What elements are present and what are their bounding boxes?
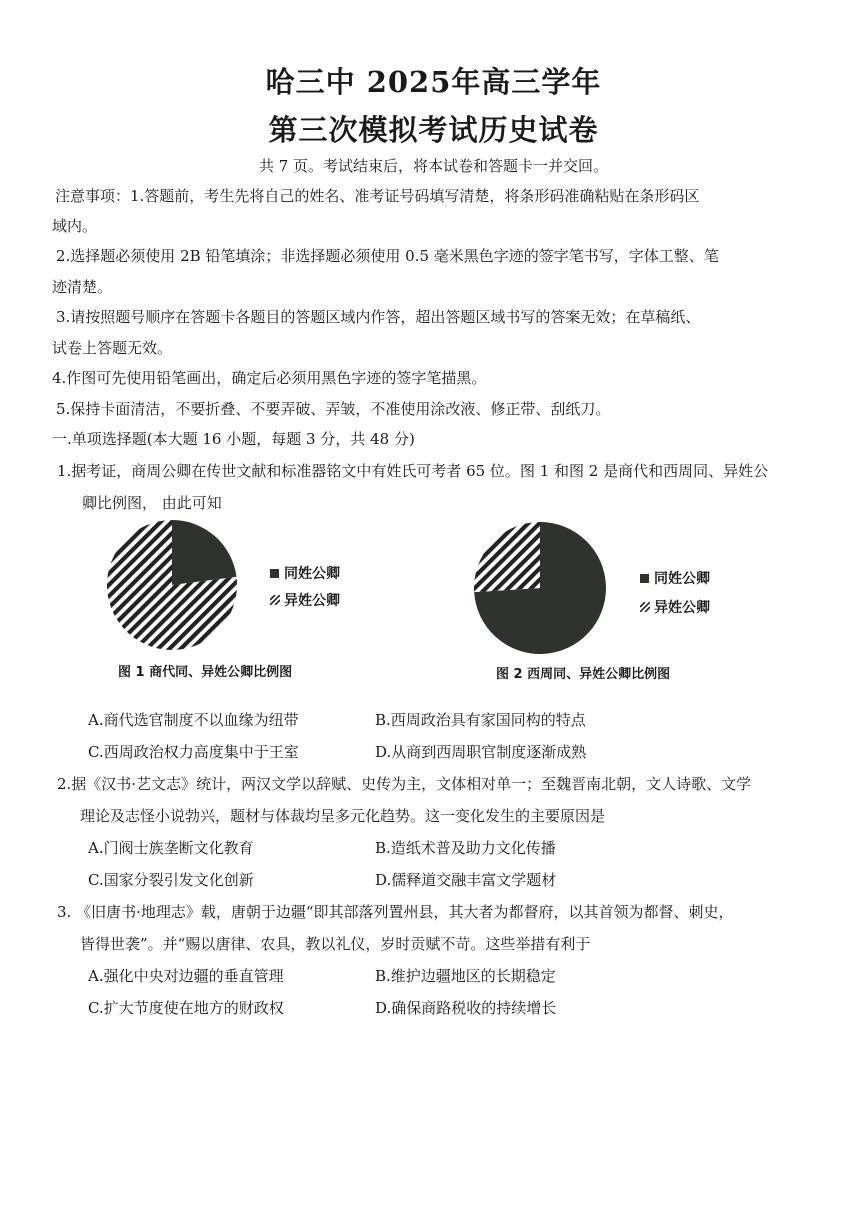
legend-swatch-solid: [270, 569, 279, 578]
q1-option-b: B.西周政治具有家国同构的特点: [375, 711, 586, 729]
q3-option-d: D.确保商路税收的持续增长: [375, 999, 557, 1017]
legend-swatch-hatched: [640, 602, 650, 612]
legend-item-same-surname: [640, 568, 710, 588]
q2-option-c: C.国家分裂引发文化创新: [88, 871, 254, 889]
note-line: 域内。: [52, 217, 98, 235]
q1-option-c: C.西周政治权力高度集中于王室: [88, 743, 299, 761]
q1-stem: 1.据考证，商周公卿在传世文献和标准器铭文中有姓氏可考者 65 位。图 1 和图 2 是商代和西周同、异姓公: [57, 462, 769, 480]
q1-stem: 卿比例图， 由此可知: [82, 494, 222, 512]
pie-slice-diff-surname: [474, 522, 540, 592]
chart-caption-2: 图 2 西周同、异姓公卿比例图: [496, 667, 671, 682]
q2-option-d: D.儒释道交融丰富文学题材: [375, 871, 557, 889]
q3-stem: 3. 《旧唐书·地理志》载，唐朝于边疆“即其部落列置州县，其大者为都督府，以其首领为都督、刺史，: [57, 903, 734, 921]
legend-swatch-hatched: [270, 595, 280, 605]
legend-item-diff-surname: [640, 597, 710, 617]
q2-option-b: B.造纸术普及助力文化传播: [375, 839, 556, 857]
q1-option-d: D.从商到西周职官制度逐渐成熟: [375, 743, 587, 761]
legend-label: 同姓公卿: [284, 566, 340, 582]
section-title: 一.单项选择题(本大题 16 小题，每题 3 分，共 48 分): [52, 430, 415, 448]
q3-option-b: B.维护边疆地区的长期稳定: [375, 967, 556, 985]
legend-label: 异姓公卿: [284, 593, 340, 609]
note-line: 试卷上答题无效。: [52, 339, 173, 357]
note-line: 2.选择题必须使用 2B 铅笔填涂；非选择题必须使用 0.5 毫米黑色字迹的签字笔书写，字体工整、笔: [56, 247, 719, 265]
pie-chart-shang: [105, 518, 239, 652]
q3-stem: 皆得世袭”。并“赐以唐律、农具，教以礼仪，岁时贡赋不苛。这些举措有利于: [80, 935, 591, 953]
q1-option-a: A.商代选官制度不以血缘为纽带: [88, 711, 299, 729]
note-line: 5.保持卡面清洁，不要折叠、不要弄破、弄皱，不准使用涂改液、修正带、刮纸刀。: [56, 400, 611, 418]
note-line: 迹清楚。: [52, 278, 113, 296]
legend-label: 同姓公卿: [654, 571, 710, 587]
q3-option-a: A.强化中央对边疆的垂直管理: [88, 967, 284, 985]
q2-stem: 理论及志怪小说勃兴，题材与体裁均呈多元化趋势。这一变化发生的主要原因是: [80, 807, 606, 825]
q3-option-c: C.扩大节度使在地方的财政权: [88, 999, 284, 1017]
note-line: 3.请按照题号顺序在答题卡各题目的答题区域内作答，超出答题区域书写的答案无效；在草稿纸、: [56, 308, 701, 326]
pie-chart-western-zhou: [472, 520, 608, 656]
pie-slice-same-surname: [172, 520, 236, 585]
legend-item-same-surname: [270, 563, 340, 583]
q2-option-a: A.门阀士族垄断文化教育: [88, 839, 254, 857]
note-line: 4.作图可先使用铅笔画出，确定后必须用黑色字迹的签字笔描黑。: [52, 369, 487, 387]
subtitle: 共 7 页。考试结束后，将本试卷和答题卡一并交回。: [258, 157, 609, 175]
legend-swatch-solid: [640, 574, 649, 583]
legend-item-diff-surname: [270, 590, 340, 610]
legend-label: 异姓公卿: [654, 600, 710, 616]
q2-stem: 2.据《汉书·艺文志》统计，两汉文学以辞赋、史传为主，文体相对单一；至魏晋南北朝，文人诗歌、文学: [57, 775, 752, 793]
chart-caption-1: 图 1 商代同、异姓公卿比例图: [118, 665, 293, 680]
title-line2: 第三次模拟考试历史试卷: [268, 113, 599, 147]
title-line1: 哈三中 2025年高三学年: [265, 65, 602, 99]
note-line: 注意事项：1.答题前，考生先将自己的姓名、准考证号码填写清楚，将条形码准确粘贴在条形码区: [55, 187, 700, 205]
